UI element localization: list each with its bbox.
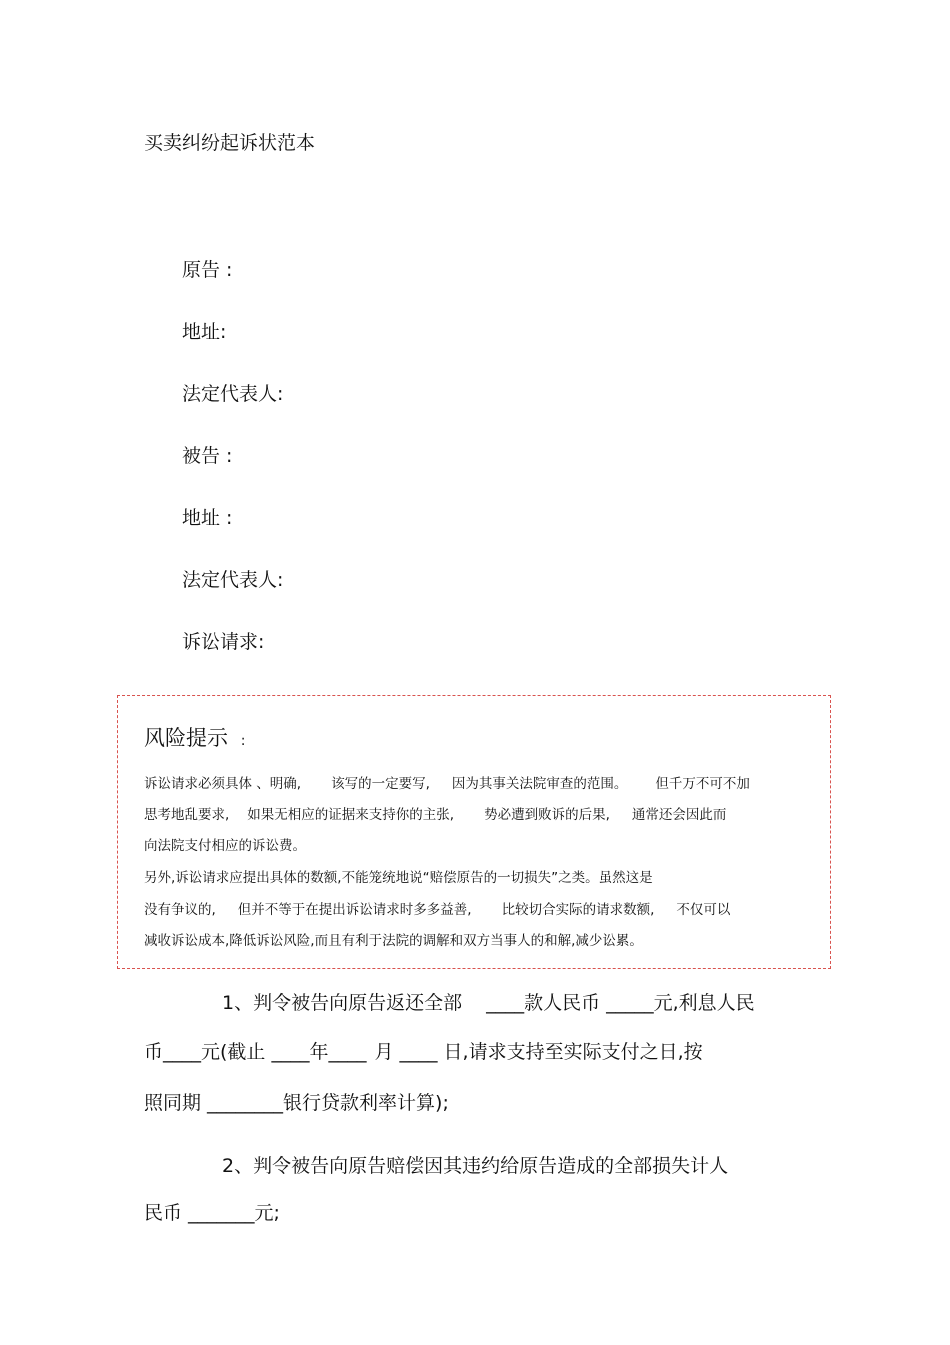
claim-1-line-1-part-1: 1、判令被告向原告返还全部 — [222, 992, 463, 1014]
claim-1-line-1 — [222, 988, 755, 1015]
defendant-label: 被告 : — [182, 445, 233, 467]
claim-2-line-1: 2、判令被告向原告赔偿因其违约给原告造成的全部损失计人 — [222, 1155, 729, 1177]
risk-line-5-part-3: 比较切合实际的请求数额, — [501, 902, 655, 918]
risk-line-5-part-2: 但并不等于在提出诉讼请求时多多益善, — [237, 902, 472, 918]
defendant-address-label: 地址 : — [182, 507, 233, 529]
risk-notice-title-text: 风险提示 — [144, 726, 228, 750]
claim-1-line-2 — [144, 1037, 703, 1064]
risk-line-5-part-1: 没有争议的, — [144, 902, 216, 918]
risk-line-2-part-1: 思考地乱要求, — [144, 807, 230, 823]
risk-notice-title-colon: : — [240, 733, 246, 749]
claim-2-line-2: 民币 _______元; — [144, 1202, 280, 1224]
risk-line-2-part-4: 通常还会因此而 — [631, 807, 727, 823]
risk-line-1-part-3: 因为其事关法院审查的范围。 — [451, 776, 628, 792]
plaintiff-label: 原告 : — [182, 259, 233, 281]
risk-line-5-part-4: 不仅可以 — [676, 902, 731, 918]
risk-line-5 — [144, 898, 730, 918]
risk-line-4: 另外,诉讼请求应提出具体的数额,不能笼统地说“赔偿原告的一切损失”之类。虽然这是 — [144, 870, 653, 886]
claim-1-line-2-part-2: 月 ____ 日,请求支持至实际支付之日,按 — [374, 1041, 703, 1063]
document-title: 买卖纠纷起诉状范本 — [144, 132, 316, 154]
risk-line-3: 向法院支付相应的诉讼费。 — [144, 838, 306, 854]
risk-line-2-part-3: 势必遭到败诉的后果, — [484, 807, 610, 823]
risk-line-1-part-1: 诉讼请求必须具体 、明确, — [144, 776, 302, 792]
risk-line-2 — [144, 803, 726, 823]
plaintiff-address-label: 地址: — [182, 321, 227, 343]
claims-label: 诉讼请求: — [182, 631, 265, 653]
plaintiff-representative-label: 法定代表人: — [182, 383, 284, 405]
claim-1-line-2-part-1: 币____元(截止 ____年____ — [144, 1041, 367, 1063]
defendant-representative-label: 法定代表人: — [182, 569, 284, 591]
claim-1-line-3: 照同期 ________银行贷款利率计算); — [144, 1092, 449, 1114]
claim-1-line-1-part-2: ____款人民币 _____元,利息人民 — [486, 992, 755, 1014]
risk-line-6: 减收诉讼成本,降低诉讼风险,而且有利于法院的调解和双方当事人的和解,减少讼累。 — [144, 933, 643, 949]
risk-line-1 — [144, 772, 750, 792]
risk-line-2-part-2: 如果无相应的证据来支持你的主张, — [247, 807, 455, 823]
risk-line-1-part-4: 但千万不可不加 — [655, 776, 750, 792]
risk-line-1-part-2: 该写的一定要写, — [331, 776, 430, 792]
risk-notice-title — [144, 722, 245, 752]
